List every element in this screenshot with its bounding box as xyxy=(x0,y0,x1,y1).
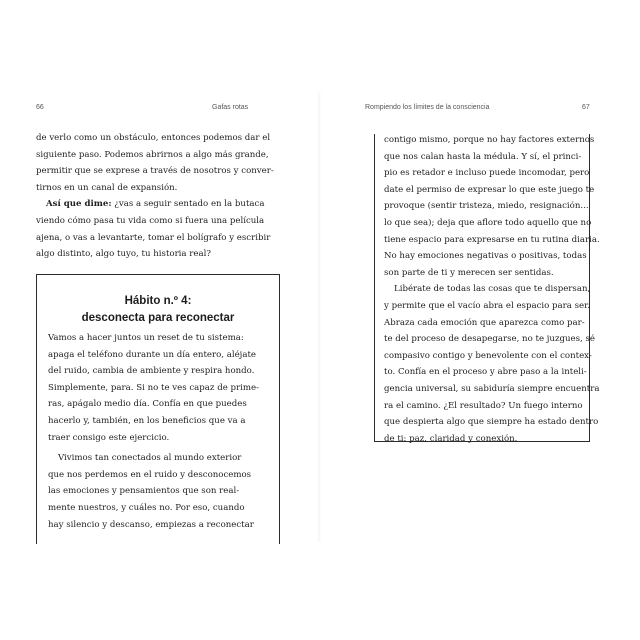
text-line: que despierta algo que siempre ha estado dentro xyxy=(384,417,599,428)
right-body-text xyxy=(384,132,600,447)
paragraph-lead: Así que dime: xyxy=(46,199,112,210)
text-line: apaga el teléfono durante un día entero, aléjate xyxy=(48,349,257,360)
text-line: permitir que se exprese a través de nosotros y conver- xyxy=(36,166,274,177)
text-line: y permite que el vacío abra el espacio para ser. xyxy=(384,300,591,311)
left-paragraph xyxy=(36,130,306,196)
text-line: No hay emociones negativas o positivas, todas xyxy=(384,251,587,262)
text-line: pio es retador e incluso puede incomodar, pero xyxy=(384,168,590,179)
text-line: siguiente paso. Podemos abrirnos a algo más grande, xyxy=(36,149,269,160)
left-running-head: Gafas rotas xyxy=(212,104,249,111)
text-line: ras, apágalo medio día. Confía en que puedes xyxy=(48,399,247,410)
text-line: to. Confía en el proceso y abre paso a la inteli- xyxy=(384,367,587,378)
text-line: provoque (sentir tristeza, miedo, resignación... xyxy=(384,201,589,212)
text-line: que nos perdemos en el ruido y desconocemos xyxy=(48,469,252,480)
text-line: lo que sea); deja que aflore todo aquello que no xyxy=(384,217,592,228)
text-line: date el permiso de expresar lo que este juego te xyxy=(384,184,595,195)
text-line: contigo mismo, porque no hay factores externos xyxy=(384,135,595,145)
habit-paragraph xyxy=(48,330,276,446)
text-line xyxy=(36,196,306,213)
text-line: ra el camino. ¿El resultado? Un fuego interno xyxy=(384,400,583,411)
text-line: son parte de ti y merecen ser sentidas. xyxy=(384,267,554,278)
text-line: del ruido, cambia de ambiente y respira hondo. xyxy=(48,366,255,377)
text-line: las emociones y pensamientos que son real- xyxy=(48,486,240,497)
habit-title-line-2: desconecta para reconectar xyxy=(81,312,235,324)
text-line: Libérate de todas las cosas que te dispersan, xyxy=(394,284,591,295)
text-line: hay silencio y descanso, empiezas a reconectar xyxy=(48,519,254,530)
right-page-number: 67 xyxy=(582,104,590,111)
habit-body-text xyxy=(48,330,276,533)
book-gutter xyxy=(318,92,322,542)
left-page-number: 66 xyxy=(36,104,44,111)
text-line: Vamos a hacer juntos un reset de tu sistema: xyxy=(48,333,244,343)
habit-title xyxy=(37,293,279,327)
text-line: tirnos en un canal de expansión. xyxy=(36,182,178,193)
text-line: hacerlo y, también, en los beneficios que va a xyxy=(48,415,246,426)
habit-paragraph xyxy=(48,450,276,533)
text-line: Vivimos tan conectados al mundo exterior xyxy=(58,453,242,464)
text-line: tiene espacio para expresarse en tu rutina diaria. xyxy=(384,234,600,245)
right-running-head: Rompiendo los límites de la consciencia xyxy=(365,104,490,111)
left-body-text xyxy=(36,130,306,263)
text-line: que nos calan hasta la médula. Y sí, el princi- xyxy=(384,151,582,162)
habit-title-line-1: Hábito n.º 4: xyxy=(124,295,192,307)
book-spread xyxy=(18,92,622,542)
text-run: ¿vas a seguir sentado en la butaca xyxy=(111,199,265,210)
text-line: ajena, o vas a levantarte, tomar el bolígrafo y escribir xyxy=(36,232,271,243)
text-line: Simplemente, para. Si no te ves capaz de prime- xyxy=(48,382,260,393)
text-line: de ti: paz, claridad y conexión. xyxy=(384,433,518,444)
text-line: mente nuestros, y cuáles no. Por eso, cuando xyxy=(48,502,245,513)
text-line: de verlo como un obstáculo, entonces podemos dar el xyxy=(36,133,271,143)
text-line: traer consigo este ejercicio. xyxy=(48,432,170,443)
text-line: Abraza cada emoción que aparezca como par- xyxy=(384,317,585,328)
right-paragraph xyxy=(384,132,600,281)
left-paragraph xyxy=(36,196,306,262)
text-line: te del proceso de desapegarse, no te juzgues, sé xyxy=(384,334,595,345)
text-line: algo distinto, algo tuyo, tu historia real? xyxy=(36,249,211,260)
text-line: gencia universal, su sabiduría siempre encuentra xyxy=(384,383,600,394)
text-line: compasivo contigo y benevolente con el contex- xyxy=(384,350,592,361)
text-line: viendo cómo pasa tu vida como si fuera una película xyxy=(36,215,265,226)
right-paragraph xyxy=(384,281,600,447)
